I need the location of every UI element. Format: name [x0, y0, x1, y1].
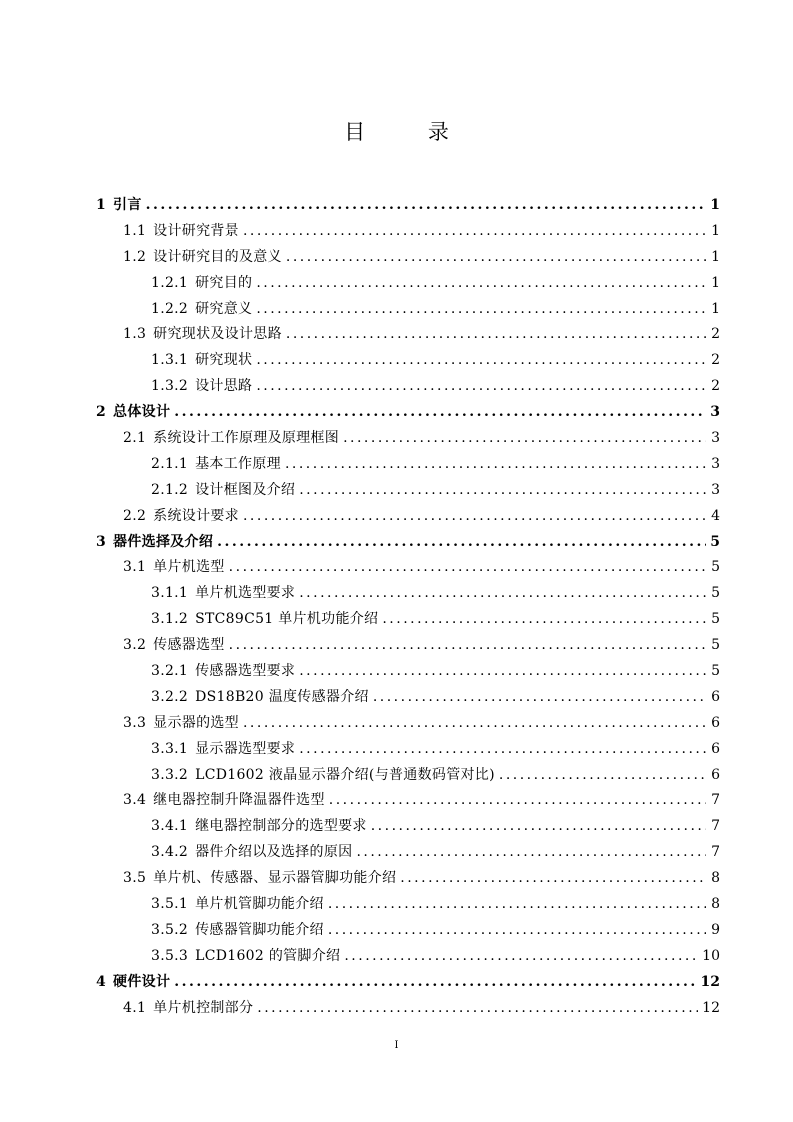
toc-entry-number: 2.1	[123, 430, 147, 447]
toc-entry-title: 系统设计要求	[153, 507, 239, 524]
toc-entry-page: 8	[711, 870, 720, 887]
toc-entry-page: 7	[711, 844, 720, 861]
toc-entry-number: 3.5	[123, 870, 147, 887]
toc-leader-dots	[243, 711, 706, 737]
toc-entry-label	[123, 245, 282, 271]
toc-entry-title: 器件选择及介绍	[113, 533, 214, 550]
toc-leader-dots	[328, 892, 706, 918]
toc-leader-dots	[174, 970, 696, 996]
toc-entry-number: 4	[96, 973, 107, 990]
toc-entry[interactable]	[96, 271, 720, 297]
toc-entry-label	[151, 581, 295, 607]
toc-entry-page: 4	[711, 507, 720, 524]
toc-entry-title: 引言	[113, 197, 142, 213]
toc-entry-label	[151, 814, 367, 840]
table-of-contents	[96, 193, 720, 1022]
toc-entry-label	[123, 996, 253, 1022]
toc-entry-title: 设计研究目的及意义	[153, 248, 282, 265]
toc-entry-title: DS18B20 温度传感器介绍	[195, 688, 369, 705]
toc-entry-label	[151, 944, 340, 970]
toc-entry-number: 3	[96, 533, 107, 550]
toc-entry-page: 7	[711, 792, 720, 809]
toc-entry-page: 1	[711, 248, 720, 265]
toc-entry[interactable]	[96, 970, 720, 996]
toc-entry-title: 单片机控制部分	[153, 999, 254, 1016]
toc-entry[interactable]	[96, 322, 720, 348]
toc-entry-title: 显示器的选型	[153, 714, 239, 731]
toc-entry-title: 研究现状及设计思路	[153, 326, 282, 343]
toc-entry-page: 7	[711, 818, 720, 835]
toc-entry-page: 3	[711, 430, 720, 447]
toc-entry-title: 继电器控制升降温器件选型	[153, 792, 325, 809]
toc-entry-label	[123, 504, 239, 530]
toc-entry-title: 传感器选型要求	[195, 663, 296, 680]
toc-entry-number: 3.3.1	[151, 740, 189, 757]
toc-leader-dots	[257, 996, 698, 1022]
toc-entry-number: 3.2.2	[151, 688, 189, 705]
toc-entry-title: 基本工作原理	[195, 455, 281, 472]
toc-leader-dots	[373, 685, 706, 711]
toc-entry[interactable]	[96, 633, 720, 659]
toc-entry-number: 1.3	[123, 326, 147, 343]
toc-entry-number: 1	[96, 197, 107, 213]
toc-leader-dots	[256, 348, 706, 374]
toc-entry-label	[123, 219, 239, 245]
toc-entry-title: 研究现状	[195, 352, 253, 369]
toc-entry-label	[151, 478, 295, 504]
toc-entry-page: 12	[700, 973, 720, 990]
toc-leader-dots	[174, 400, 706, 426]
toc-entry-title: 单片机、传感器、显示器管脚功能介绍	[153, 870, 397, 887]
toc-entry-label	[151, 374, 252, 400]
toc-entry-page: 3	[711, 481, 720, 498]
toc-entry-number: 3.4	[123, 792, 147, 809]
toc-entry-page: 2	[711, 352, 720, 369]
toc-entry-page: 3	[710, 404, 720, 421]
toc-entry-label	[151, 918, 324, 944]
toc-entry-label	[123, 555, 225, 581]
toc-entry-number: 1.2	[123, 248, 147, 265]
toc-entry-title: 继电器控制部分的选型要求	[195, 818, 367, 835]
toc-entry-title: 单片机选型要求	[195, 585, 296, 602]
toc-entry[interactable]	[96, 788, 720, 814]
toc-entry-label	[151, 348, 252, 374]
toc-entry-page: 2	[711, 378, 720, 395]
toc-entry-label	[151, 659, 295, 685]
toc-entry-page: 1	[711, 222, 720, 239]
toc-entry-label	[96, 193, 142, 219]
toc-entry-title: LCD1602 液晶显示器介绍(与普通数码管对比)	[195, 766, 495, 783]
toc-entry[interactable]	[96, 711, 720, 737]
toc-entry[interactable]	[96, 918, 720, 944]
toc-leader-dots	[243, 504, 706, 530]
toc-entry[interactable]	[96, 737, 720, 763]
toc-entry-number: 3.3	[123, 714, 147, 731]
toc-entry-label	[123, 322, 282, 348]
toc-entry-label	[123, 633, 225, 659]
toc-leader-dots	[256, 271, 706, 297]
toc-leader-dots	[499, 763, 706, 789]
toc-entry-number: 3.5.3	[151, 947, 189, 964]
toc-leader-dots	[229, 633, 706, 659]
toc-leader-dots	[286, 245, 706, 271]
toc-leader-dots	[343, 426, 706, 452]
toc-entry-number: 1.2.2	[151, 300, 189, 317]
toc-entry[interactable]	[96, 504, 720, 530]
toc-entry-number: 1.3.2	[151, 378, 189, 395]
toc-entry-page: 6	[711, 688, 720, 705]
toc-entry-label	[151, 737, 295, 763]
toc-entry[interactable]	[96, 763, 720, 789]
toc-entry[interactable]	[96, 245, 720, 271]
toc-entry-label	[123, 788, 325, 814]
toc-entry-title: STC89C51 单片机功能介绍	[195, 611, 379, 628]
toc-entry-page: 5	[711, 663, 720, 680]
toc-entry-number: 2	[96, 404, 107, 421]
toc-leader-dots	[256, 297, 706, 323]
toc-entry[interactable]	[96, 478, 720, 504]
toc-entry-page: 6	[711, 766, 720, 783]
toc-entry-title: 系统设计工作原理及原理框图	[153, 430, 340, 447]
toc-leader-dots	[146, 193, 706, 219]
toc-entry[interactable]	[96, 892, 720, 918]
toc-entry-label	[96, 400, 170, 426]
toc-entry[interactable]	[96, 348, 720, 374]
toc-entry-page: 3	[711, 455, 720, 472]
toc-entry-title: LCD1602 的管脚介绍	[195, 947, 341, 964]
toc-entry-number: 1.3.1	[151, 352, 189, 369]
toc-entry-number: 3.1.2	[151, 611, 189, 628]
toc-entry-title: 单片机管脚功能介绍	[195, 896, 324, 913]
toc-entry-page: 5	[711, 637, 720, 654]
toc-entry[interactable]	[96, 840, 720, 866]
toc-entry-number: 2.1.1	[151, 455, 189, 472]
toc-entry-label	[151, 271, 252, 297]
toc-leader-dots	[256, 374, 706, 400]
toc-leader-dots	[400, 866, 706, 892]
toc-entry-label	[123, 426, 339, 452]
toc-leader-dots	[286, 322, 706, 348]
toc-entry-page: 5	[711, 585, 720, 602]
toc-entry-page: 1	[710, 197, 720, 213]
toc-entry[interactable]	[96, 426, 720, 452]
toc-entry-page: 1	[711, 300, 720, 317]
toc-entry[interactable]	[96, 685, 720, 711]
toc-entry-number: 2.1.2	[151, 481, 189, 498]
toc-entry-page: 9	[711, 921, 720, 938]
toc-entry[interactable]	[96, 944, 720, 970]
toc-entry-number: 3.1	[123, 559, 147, 576]
toc-entry-page: 5	[711, 559, 720, 576]
toc-leader-dots	[328, 918, 706, 944]
toc-entry-label	[151, 297, 252, 323]
toc-entry-label	[151, 452, 281, 478]
toc-entry-label	[96, 530, 213, 556]
toc-entry[interactable]	[96, 996, 720, 1022]
toc-leader-dots	[299, 737, 706, 763]
toc-entry[interactable]	[96, 607, 720, 633]
toc-entry[interactable]	[96, 400, 720, 426]
toc-entry[interactable]	[96, 659, 720, 685]
toc-entry-title: 传感器管脚功能介绍	[195, 921, 324, 938]
page-number: I	[394, 1040, 399, 1051]
toc-entry-number: 3.5.1	[151, 896, 189, 913]
toc-entry-title: 器件介绍以及选择的原因	[195, 844, 353, 861]
toc-entry[interactable]	[96, 374, 720, 400]
toc-entry-number: 1.1	[123, 222, 147, 239]
toc-entry-number: 3.2	[123, 637, 147, 654]
toc-entry-title: 设计思路	[195, 378, 253, 395]
toc-leader-dots	[299, 659, 706, 685]
toc-entry-number: 3.1.1	[151, 585, 189, 602]
toc-entry-label	[151, 840, 352, 866]
toc-entry[interactable]	[96, 530, 720, 556]
toc-leader-dots	[285, 452, 706, 478]
toc-entry-title: 研究目的	[195, 274, 253, 291]
toc-leader-dots	[299, 478, 706, 504]
toc-leader-dots	[371, 814, 706, 840]
toc-entry-page: 6	[711, 740, 720, 757]
toc-entry[interactable]	[96, 219, 720, 245]
toc-leader-dots	[382, 607, 706, 633]
toc-leader-dots	[217, 530, 706, 556]
toc-entry-title: 传感器选型	[153, 637, 225, 654]
toc-entry-title: 单片机选型	[153, 559, 225, 576]
toc-entry-number: 3.3.2	[151, 766, 189, 783]
toc-entry-number: 3.4.2	[151, 844, 189, 861]
toc-entry-label	[151, 763, 495, 789]
toc-entry[interactable]	[96, 297, 720, 323]
toc-entry-page: 8	[711, 896, 720, 913]
toc-entry-label	[151, 685, 369, 711]
toc-entry-page: 5	[711, 611, 720, 628]
toc-entry-page: 1	[711, 274, 720, 291]
toc-entry-number: 1.2.1	[151, 274, 189, 291]
page-title: 目 录	[344, 120, 477, 144]
toc-leader-dots	[229, 555, 706, 581]
toc-entry-label	[96, 970, 170, 996]
toc-leader-dots	[356, 840, 706, 866]
toc-leader-dots	[243, 219, 706, 245]
toc-entry-number: 3.4.1	[151, 818, 189, 835]
toc-entry-title: 总体设计	[113, 404, 171, 421]
toc-leader-dots	[344, 944, 698, 970]
toc-entry-page: 5	[710, 533, 720, 550]
toc-entry[interactable]	[96, 555, 720, 581]
toc-entry-number: 4.1	[123, 999, 147, 1016]
toc-entry[interactable]	[96, 581, 720, 607]
toc-leader-dots	[299, 581, 706, 607]
toc-entry-title: 硬件设计	[113, 973, 171, 990]
toc-entry-label	[123, 711, 239, 737]
toc-entry-title: 设计研究背景	[153, 222, 239, 239]
toc-entry-page: 2	[711, 326, 720, 343]
toc-entry-page: 6	[711, 714, 720, 731]
toc-entry-number: 2.2	[123, 507, 147, 524]
toc-entry-label	[151, 892, 324, 918]
toc-leader-dots	[329, 788, 706, 814]
toc-entry[interactable]	[96, 452, 720, 478]
toc-entry-label	[123, 866, 396, 892]
toc-entry[interactable]	[96, 866, 720, 892]
toc-entry-number: 3.5.2	[151, 921, 189, 938]
toc-entry[interactable]	[96, 814, 720, 840]
toc-entry-title: 显示器选型要求	[195, 740, 296, 757]
toc-entry-number: 3.2.1	[151, 663, 189, 680]
toc-entry-label	[151, 607, 378, 633]
toc-entry-page: 10	[702, 947, 720, 964]
toc-entry[interactable]	[96, 193, 720, 219]
toc-entry-title: 研究意义	[195, 300, 253, 317]
toc-entry-page: 12	[702, 999, 720, 1016]
toc-entry-title: 设计框图及介绍	[195, 481, 296, 498]
